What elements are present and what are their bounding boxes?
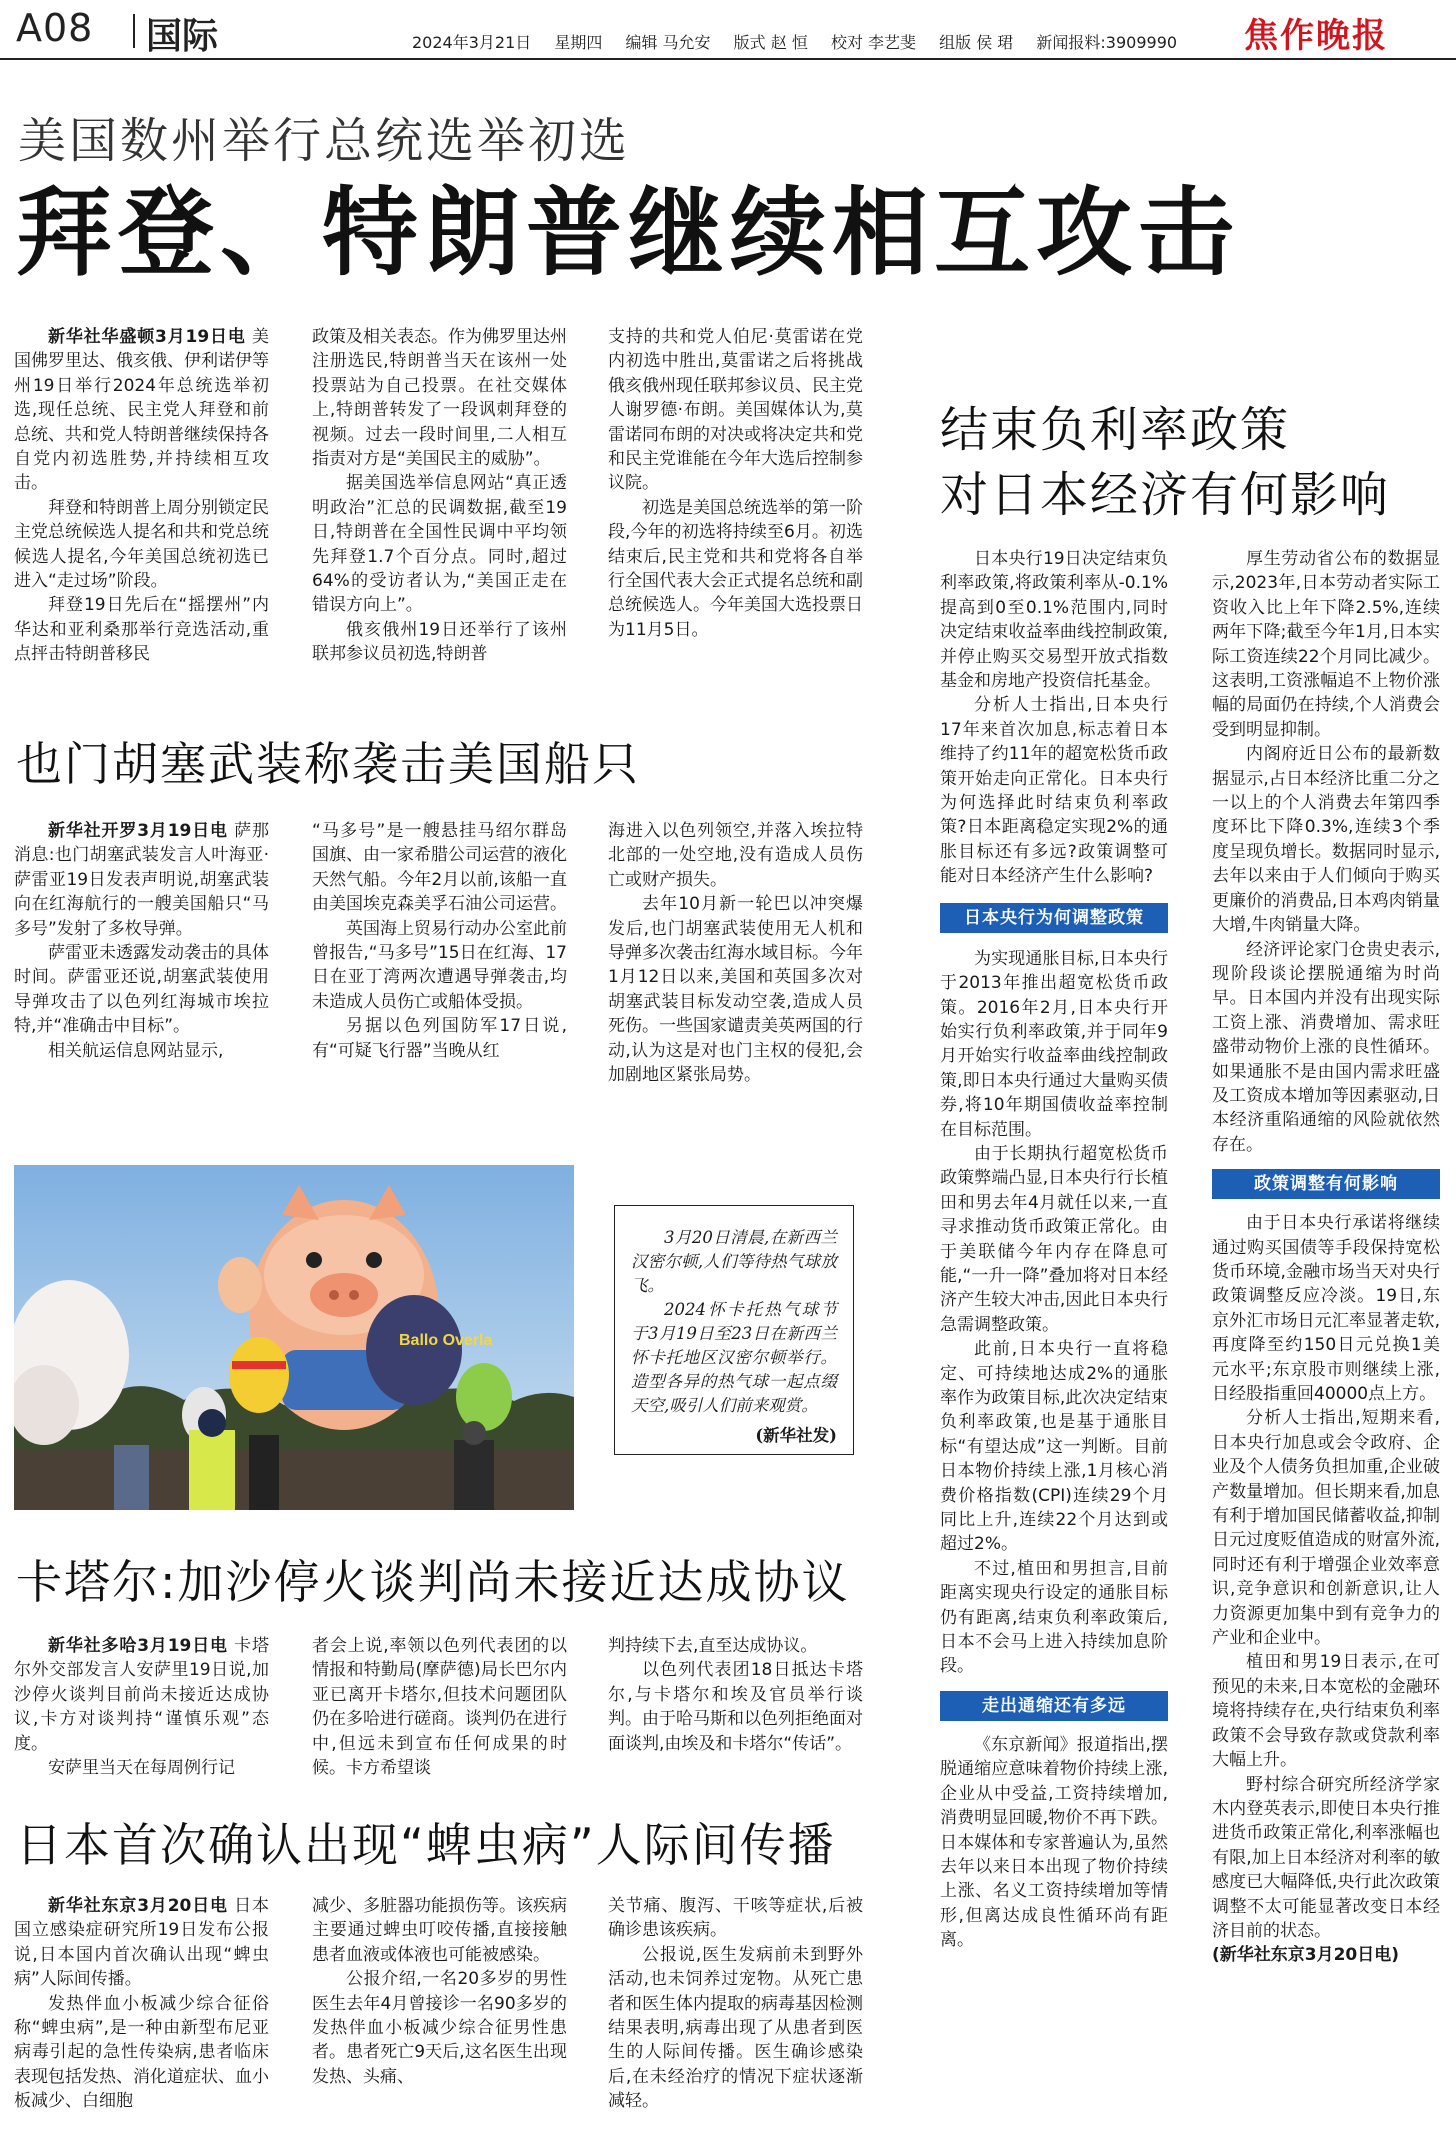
rates-headline-line-1: 结束负利率政策 <box>940 402 1291 458</box>
paragraph: 为实现通胀目标,日本央行于2013年推出超宽松货币政策。2016年2月,日本央行开始实行负利率政策,并于同年9月开始实行收益率曲线控制政策,即日本央行通过大量购买债券,将10年期国债收益率控制在目标范围。 <box>940 948 1168 1140</box>
disease-column-2 <box>312 1894 567 2089</box>
paragraph: 此前,日本央行一直将稳定、可持续地达成2%的通胀率作为政策目标,此次决定结束负利率政策,也是基于通胀目标“有望达成”这一判断。目前日本物价持续上涨,1月核心消费价格指数(CPI)连续29个月同比上升,连续22个月达到或超过2%。 <box>940 1339 1168 1555</box>
qatar-column-2 <box>312 1634 567 1780</box>
subhead-tag: 日本央行为何调整政策 <box>940 903 1168 933</box>
paragraph: 发热伴血小板减少综合征俗称“蜱虫病”,是一种由新型布尼亚病毒引起的急性传染病,患者临床表现包括发热、消化道症状、血小板减少、白细胞 <box>14 1993 269 2112</box>
section-title: 国际 <box>146 16 219 57</box>
paragraph: 卡塔尔外交部发言人安萨里19日说,加沙停火谈判目前尚未接近达成协议,卡方对谈判持“谨慎乐观”态度。 <box>14 1636 269 1754</box>
rates-headline-line-2: 对日本经济有何影响 <box>940 467 1391 523</box>
yemen-column-1 <box>14 819 269 1063</box>
paragraph: 俄亥俄州19日还举行了该州联邦参议员初选,特朗普 <box>312 619 567 665</box>
dateline: 新华社开罗3月19日电 <box>48 821 228 841</box>
caption-text: 2024怀卡托热气球节于3月19日至23日在新西兰怀卡托地区汉密尔顿举行。造型各异的热气球一起点缀天空,吸引人们前来观赏。 <box>631 1300 837 1415</box>
yemen-column-3 <box>608 819 863 1087</box>
paragraph: 分析人士指出,短期来看,日本央行加息或会令政府、企业及个人债务负担加重,企业破产数量增加。但长期来看,加息有利于增加国民储蓄收益,抑制日元过度贬值造成的财富外流,同时还有利于增强企业效率意识,竞争意识和创新意识,让人力资源更加集中到有竞争力的产业和企业中。 <box>1212 1408 1440 1649</box>
paragraph: 公报介绍,一名20多岁的男性医生去年4月曾接诊一名90多岁的发热伴血小板减少综合征男性患者。患者死亡9天后,这名医生出现发热、头痛、 <box>312 1969 567 2087</box>
lead-kicker: 美国数州举行总统选举初选 <box>18 113 631 169</box>
caption-text: 3月20日清晨,在新西兰汉密尔顿,人们等待热气球放飞。 <box>631 1228 837 1295</box>
disease-column-1 <box>14 1894 269 2114</box>
paragraph: 据美国选举信息网站“真正透明政治”汇总的民调数据,截至19日,特朗普在全国性民调中平均领先拜登1.7个百分点。同时,超过64%的受访者认为,“美国正走在错误方向上”。 <box>312 473 567 616</box>
paragraph: 政策及相关表态。作为佛罗里达州注册选民,特朗普当天在该州一处投票站为自己投票。在社交媒体上,特朗普转发了一段讽刺拜登的视频。过去一段时间里,二人相互指责对方是“美国民主的威胁”。 <box>312 327 567 470</box>
dateline: 新华社东京3月20日电 <box>48 1896 228 1916</box>
paragraph: 英国海上贸易行动办公室此前曾报告,“马多号”15日在红海、17日在亚丁湾两次遭遇导弹袭击,均未造成人员伤亡或船体受损。 <box>312 918 567 1012</box>
rates-column-b <box>1212 547 1440 1968</box>
paragraph: 判持续下去,直至达成协议。 <box>608 1636 818 1656</box>
qatar-column-1 <box>14 1634 269 1780</box>
paragraph: 萨雷亚未透露发动袭击的具体时间。萨雷亚还说,胡塞武装使用导弹攻击了以色列红海城市埃拉特,并“准确击中目标”。 <box>14 943 269 1037</box>
balloon-illustration <box>14 1165 574 1510</box>
paragraph: 关节痛、腹泻、干咳等症状,后被确诊患该疾病。 <box>608 1896 863 1941</box>
newspaper-logo: 焦作晚报 <box>1244 16 1388 56</box>
subhead-tag: 走出通缩还有多远 <box>940 1691 1168 1721</box>
lead-headline: 拜登、特朗普继续相互攻击 <box>16 177 1240 289</box>
photo-caption <box>614 1205 854 1455</box>
issue-date: 2024年3月21日 <box>412 33 532 52</box>
paragraph: 萨那消息:也门胡塞武装发言人叶海亚·萨雷亚19日发表声明说,胡塞武装向在红海航行的一艘美国船只“马多号”发射了多枚导弹。 <box>14 821 269 939</box>
qatar-column-3 <box>608 1634 863 1756</box>
paragraph: 日本央行19日决定结束负利率政策,将政策利率从-0.1%提高到0至0.1%范围内,同时决定结束收益率曲线控制政策,并停止购买交易型开放式指数基金和房地产投资信托基金。 <box>940 549 1168 692</box>
qatar-headline: 卡塔尔:加沙停火谈判尚未接近达成协议 <box>16 1555 850 1609</box>
paragraph: 以色列代表团18日抵达卡塔尔,与卡塔尔和埃及官员举行谈判。由于哈马斯和以色列拒绝面对面谈判,由埃及和卡塔尔“传话”。 <box>608 1660 863 1754</box>
paragraph: 美国佛罗里达、俄亥俄、伊利诺伊等州19日举行2024年总统选举初选,现任总统、民主党人拜登和前总统、共和党人特朗普继续保持各自党内初选胜势,并持续相互攻击。 <box>14 327 269 494</box>
paragraph: 相关航运信息网站显示, <box>48 1040 224 1061</box>
paragraph: 海进入以色列领空,并落入埃拉特北部的一处空地,没有造成人员伤亡或财产损失。 <box>608 821 863 890</box>
dateline: 新华社多哈3月19日电 <box>48 1636 228 1656</box>
paragraph: 由于长期执行超宽松货币政策弊端凸显,日本央行行长植田和男去年4月就任以来,一直寻求推动货币政策正常化。由于美联储今年内存在降息可能,“一升一降”叠加将对日本经济产生较大冲击,因此日本央行急需调整政策。 <box>940 1143 1168 1335</box>
paragraph: 初选是美国总统选举的第一阶段,今年的初选将持续至6月。初选结束后,民主党和共和党将各自举行全国代表大会正式提名总统和副总统候选人。今年美国大选投票日为11月5日。 <box>608 497 863 640</box>
yemen-headline: 也门胡塞武装称袭击美国船只 <box>16 737 640 791</box>
lead-column-1 <box>14 325 269 667</box>
paragraph: 另据以色列国防军17日说,有“可疑飞行器”当晚从红 <box>312 1016 567 1061</box>
story-signoff: (新华社东京3月20日电) <box>1212 1945 1400 1966</box>
paragraph: 内阁府近日公布的最新数据显示,占日本经济比重二分之一以上的个人消费去年第四季度环比下降0.3%,连续3个季度呈现负增长。数据同时显示,去年以来由于人们倾向于购买更廉价的消费品,日本鸡肉销量大增,牛肉销量大降。 <box>1212 744 1440 936</box>
paragraph: 分析人士指出,日本央行17年来首次加息,标志着日本维持了约11年的超宽松货币政策开始走向正常化。日本央行为何选择此时结束负利率政策?日本距离稳定实现2%的通胀目标还有多远?政策调整可能对日本经济产生什么影响? <box>940 695 1168 887</box>
layout-credit: 版式 赵 恒 <box>733 33 808 52</box>
dateline: 新华社华盛顿3月19日电 <box>48 327 246 347</box>
yemen-column-2 <box>312 819 567 1063</box>
paragraph: 野村综合研究所经济学家木内登英表示,即使日本央行推进货币政策正常化,利率涨幅也有限,加上日本经济对利率的敏感度已大幅降低,央行此次政策调整不太可能显著改变日本经济目前的状态。 <box>1212 1774 1440 1941</box>
editor-credit: 编辑 马允安 <box>625 33 711 52</box>
subhead-tag: 政策调整有何影响 <box>1212 1169 1440 1199</box>
page-number: A08 <box>16 6 94 50</box>
photo-credit: (新华社发) <box>755 1426 837 1445</box>
paragraph: 经济评论家门仓贵史表示,现阶段谈论摆脱通缩为时尚早。日本国内并没有出现实际工资上涨、消费增加、需求旺盛带动物价上涨的良性循环。如果通胀不是由国内需求旺盛及工资成本增加等因素驱动,日本经济重陷通缩的风险就依然存在。 <box>1212 939 1440 1155</box>
proof-credit: 校对 李艺斐 <box>830 33 917 52</box>
balloon-lettering: Ballo Overla <box>399 1332 493 1349</box>
paragraph: 植田和男19日表示,在可预见的未来,日本宽松的金融环境将持续存在,央行结束负利率政策不会导致存款或贷款利率大幅上升。 <box>1212 1652 1440 1771</box>
paragraph: “马多号”是一艘悬挂马绍尔群岛国旗、由一家希腊公司运营的液化天然气船。今年2月以前,该船一直由美国埃克森美孚石油公司运营。 <box>312 821 567 915</box>
paragraph: 不过,植田和男担言,目前距离实现央行设定的通胀目标仍有距离,结束负利率政策后,日本不会马上进入持续加息阶段。 <box>940 1558 1168 1677</box>
paragraph: 减少、多脏器功能损伤等。该疾病主要通过蜱虫叮咬传播,直接接触患者血液或体液也可能被感染。 <box>312 1896 567 1965</box>
paragraph: 日本国立感染症研究所19日发布公报说,日本国内首次确认出现“蜱虫病”人际间传播。 <box>14 1896 269 1990</box>
paragraph: 公报说,医生发病前未到野外活动,也未饲养过宠物。从死亡患者和医生体内提取的病毒基因检测结果表明,病毒出现了从患者到医生的人际间传播。医生确诊感染后,在未经治疗的情况下症状逐渐减轻。 <box>608 1944 863 2112</box>
header-info <box>412 30 1195 53</box>
header-divider <box>133 14 135 48</box>
paragraph: 安萨里当天在每周例行记 <box>48 1758 235 1779</box>
typeset-credit: 组版 侯 珺 <box>939 33 1014 52</box>
lead-column-2 <box>312 325 567 667</box>
paragraph: 由于日本央行承诺将继续通过购买国债等手段保持宽松货币环境,金融市场当天对央行政策调整反应冷淡。19日,东京外汇市场日元汇率显著走软,再度降至约150日元兑换1美元水平;东京股市则继续上涨,日经股指重回40000点上方。 <box>1212 1213 1440 1404</box>
paragraph: 去年10月新一轮巴以冲突爆发后,也门胡塞武装使用无人机和导弹多次袭击红海水域目标。今年1月12日以来,美国和英国多次对胡塞武装目标发动空袭,造成人员死伤。一些国家谴责美英两国的行动,认为这是对也门主权的侵犯,会加剧地区紧张局势。 <box>608 894 863 1086</box>
news-hotline: 新闻报料:3909990 <box>1036 33 1178 52</box>
paragraph: 厚生劳动省公布的数据显示,2023年,日本劳动者实际工资收入比上年下降2.5%,连续两年下降;截至今年1月,日本实际工资连续22个月同比减少。这表明,工资涨幅追不上物价涨幅的局面仍在持续,个人消费会受到明显抑制。 <box>1212 549 1440 740</box>
disease-column-3 <box>608 1894 863 2114</box>
paragraph: 《东京新闻》报道指出,摆脱通缩应意味着物价持续上涨,企业从中受益,工资持续增加,消费明显回暖,物价不再下跌。日本媒体和专家普遍认为,虽然去年以来日本出现了物价持续上涨、名义工资持续增加等情形,但离达成良性循环尚有距离。 <box>940 1734 1168 1951</box>
disease-headline: 日本首次确认出现“蜱虫病”人际间传播 <box>16 1818 836 1872</box>
rates-column-a <box>940 547 1168 1953</box>
weekday: 星期四 <box>554 33 603 52</box>
paragraph: 者会上说,率领以色列代表团的以情报和特勤局(摩萨德)局长巴尔内亚已离开卡塔尔,但技术问题团队仍在多哈进行磋商。谈判仍在进行中,但远未到宣布任何成果的时候。卡方希望谈 <box>312 1636 567 1779</box>
lead-column-3 <box>608 325 863 642</box>
paragraph: 支持的共和党人伯尼·莫雷诺在党内初选中胜出,莫雷诺之后将挑战俄亥俄州现任联邦参议员、民主党人谢罗德·布朗。美国媒体认为,莫雷诺同布朗的对决或将决定共和党和民主党谁能在今年大选后控制参议院。 <box>608 327 863 494</box>
paragraph: 拜登和特朗普上周分别锁定民主党总统候选人提名和共和党总统候选人提名,今年美国总统初选已进入“走过场”阶段。 <box>14 497 269 592</box>
paragraph: 拜登19日先后在“摇摆州”内华达和亚利桑那举行竞选活动,重点抨击特朗普移民 <box>14 595 269 665</box>
balloon-photo <box>14 1165 574 1510</box>
